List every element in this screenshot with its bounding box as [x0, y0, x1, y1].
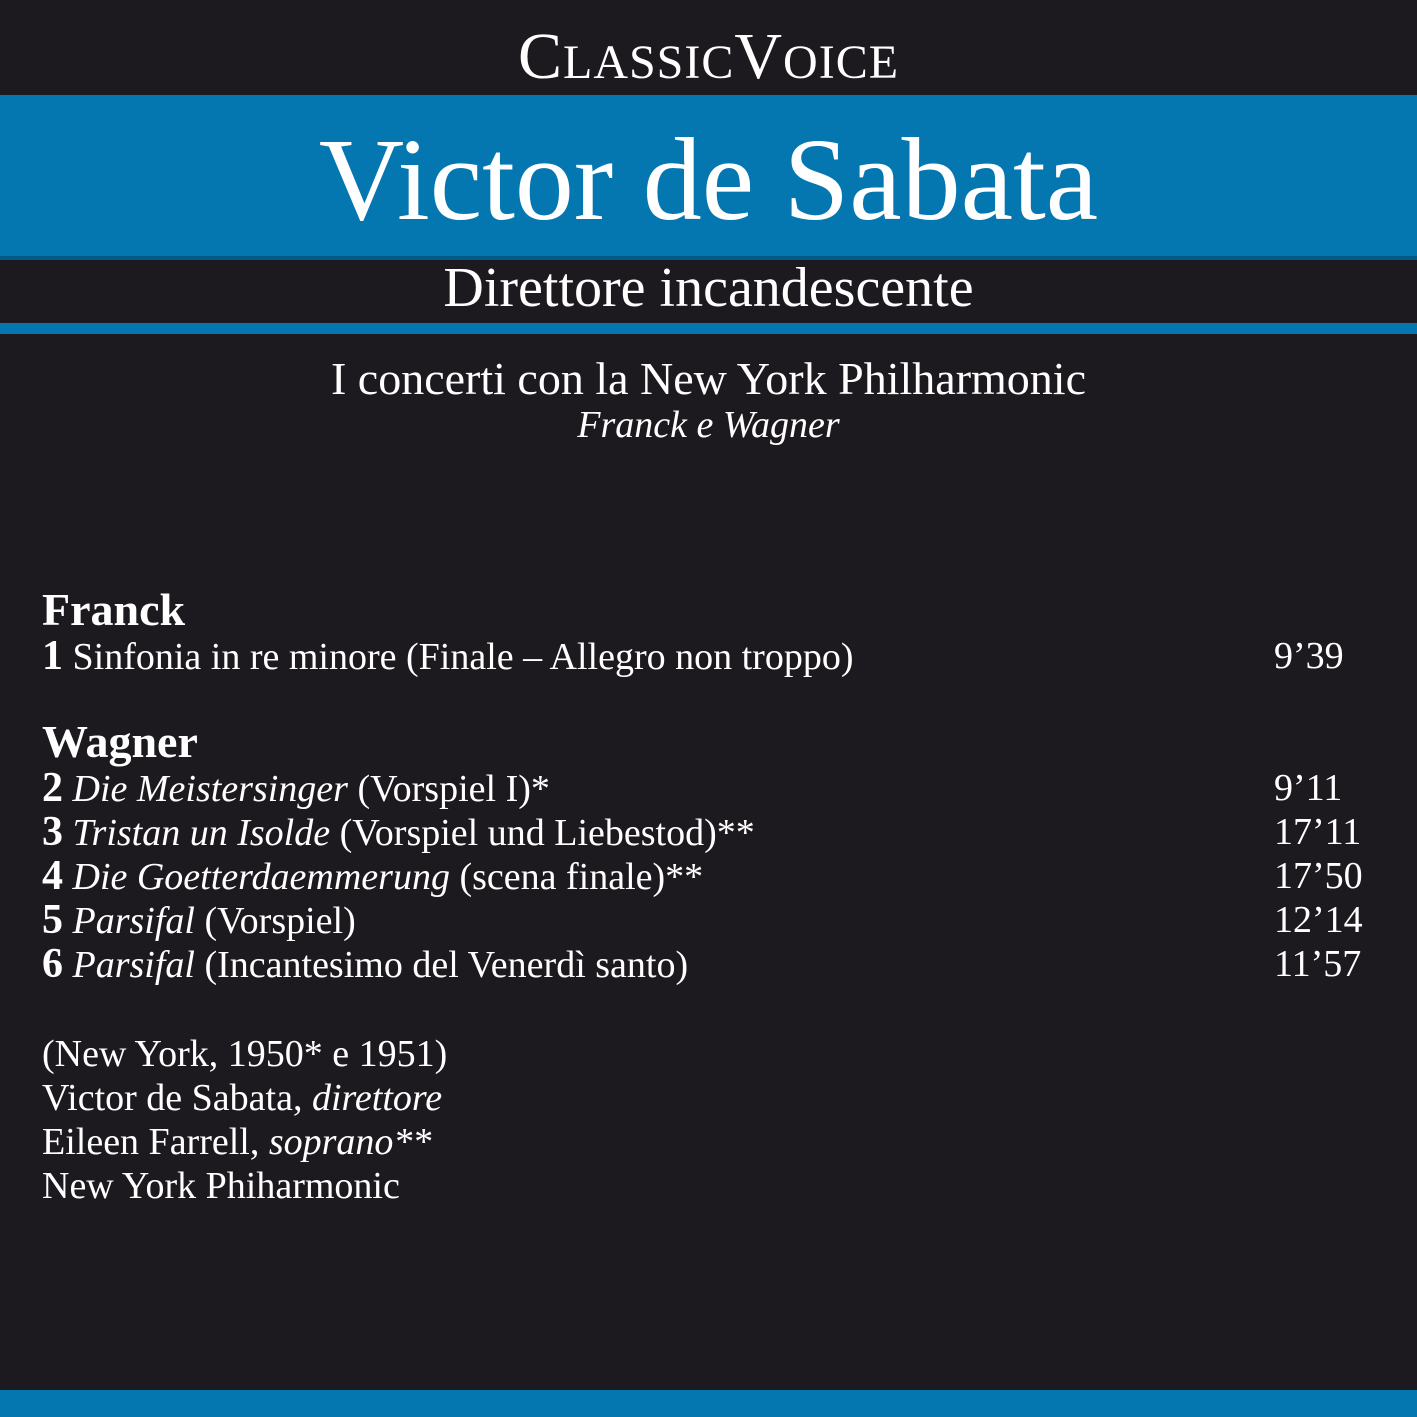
track-number: 6 — [42, 941, 63, 987]
track-work: Die Meistersinger — [72, 768, 348, 810]
track-row — [42, 766, 1382, 810]
track-description: (scena finale)** — [459, 856, 704, 898]
track-number: 1 — [42, 633, 63, 679]
brand-initial-c: C — [517, 20, 563, 93]
track-description: (Incantesimo del Venerdì santo) — [204, 944, 689, 986]
album-title: Victor de Sabata — [318, 114, 1099, 245]
track-number: 2 — [42, 765, 63, 811]
recording-info: (New York, 1950* e 1951) — [42, 1033, 448, 1075]
track-duration: 17’50 — [1274, 855, 1363, 897]
conductor-credit — [42, 1076, 942, 1120]
divider-line — [0, 323, 1417, 334]
track-row — [42, 898, 1382, 942]
bottom-band — [0, 1390, 1417, 1417]
soloist-name: Eileen Farrell, — [42, 1121, 260, 1163]
track-description: (Vorspiel I)* — [357, 768, 550, 810]
track-row — [42, 854, 1382, 898]
track-description: Sinfonia in re minore (Finale – Allegro non troppo) — [72, 636, 854, 678]
soloist-role: soprano** — [268, 1121, 432, 1163]
brand-logo — [0, 22, 1417, 92]
brand-rest-classic: LASSIC — [563, 36, 735, 89]
credits — [42, 1032, 942, 1208]
conductor-name: Victor de Sabata, — [42, 1077, 303, 1119]
track-duration: 9’11 — [1274, 767, 1343, 809]
album-subtitle: Direttore incandescente — [443, 257, 974, 319]
tracklist — [42, 586, 1382, 986]
track-duration: 11’57 — [1274, 943, 1362, 985]
track-row — [42, 634, 1382, 678]
track-duration: 17’11 — [1274, 811, 1362, 853]
orchestra-credit: New York Phiharmonic — [42, 1165, 400, 1207]
brand-initial-v: V — [734, 20, 784, 93]
series-subtitle: Franck e Wagner — [577, 404, 840, 446]
brand-rest-voice: OICE — [783, 36, 900, 89]
track-description: (Vorspiel und Liebestod)** — [339, 812, 755, 854]
track-description: (Vorspiel) — [204, 900, 356, 942]
track-work: Parsifal — [72, 944, 195, 986]
track-work: Parsifal — [72, 900, 195, 942]
track-row — [42, 810, 1382, 854]
composer-heading: Wagner — [42, 716, 198, 767]
soloist-credit — [42, 1120, 942, 1164]
track-number: 3 — [42, 809, 63, 855]
conductor-role: direttore — [311, 1077, 443, 1119]
track-work: Die Goetterdaemmerung — [72, 856, 450, 898]
track-duration: 9’39 — [1274, 635, 1344, 677]
track-work: Tristan un Isolde — [72, 812, 331, 854]
track-duration: 12’14 — [1274, 899, 1363, 941]
track-number: 5 — [42, 897, 63, 943]
composer-heading: Franck — [42, 584, 186, 635]
track-number: 4 — [42, 853, 63, 899]
track-row — [42, 942, 1382, 986]
series-title: I concerti con la New York Philharmonic — [330, 353, 1086, 404]
